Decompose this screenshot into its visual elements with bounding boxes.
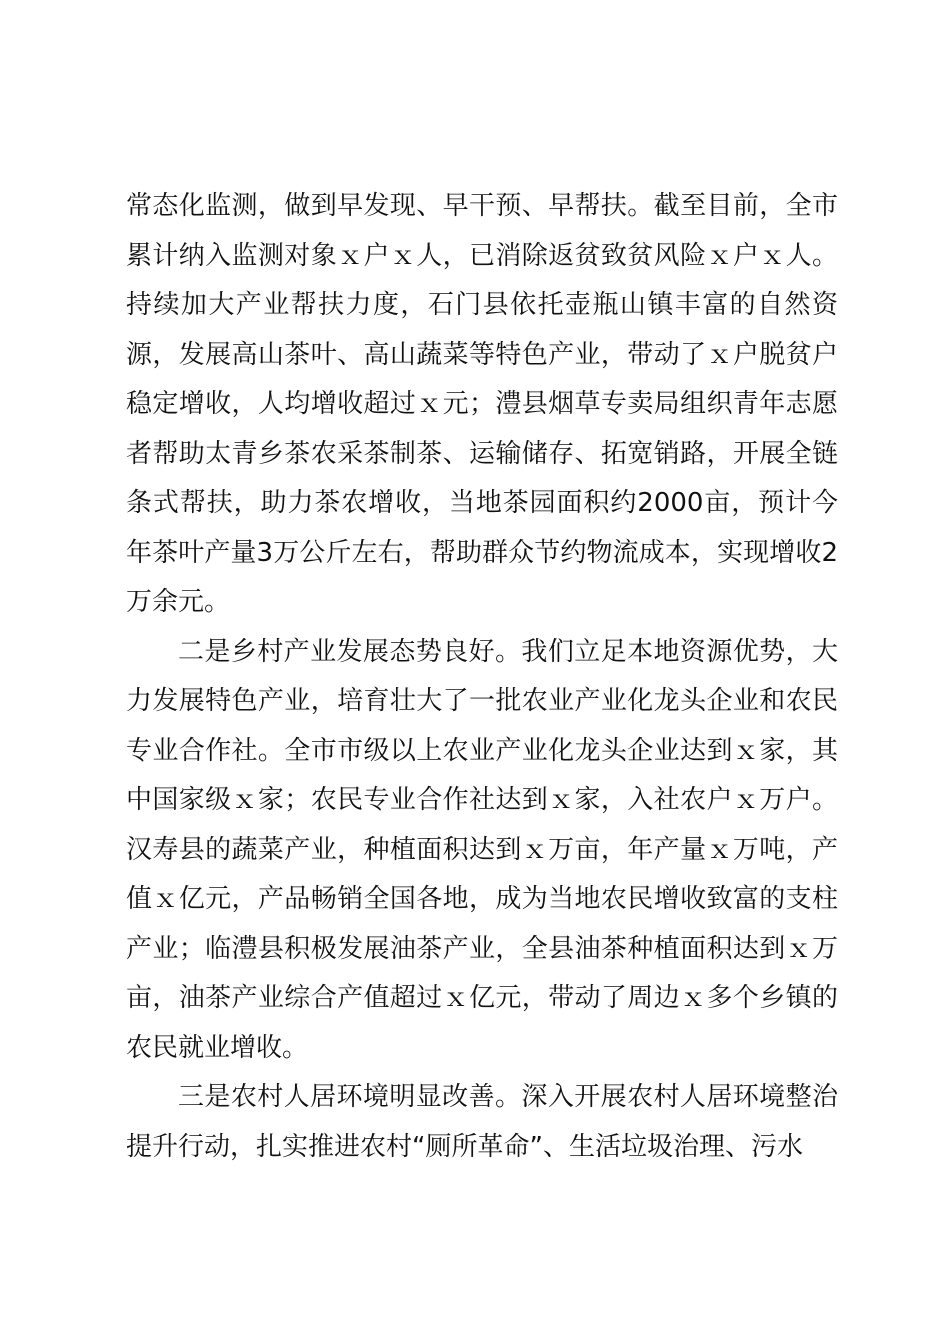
paragraph-monitoring-and-industry-support: 常态化监测，做到早发现、早干预、早帮扶。截至目前，全市累计纳入监测对象ｘ户ｘ人，已消除返贫致贫风险ｘ户ｘ人。持续加大产业帮扶力度，石门县依托壶瓶山镇丰富的自然资源，发展高山茶叶、高山蔬菜等特色产业，带动了ｘ户脱贫户稳定增收，人均增收超过ｘ元；澧县烟草专卖局组织青年志愿者帮助太青乡茶农采茶制茶、运输储存、拓宽销路，开展全链条式帮扶，助力茶农增收，当地茶园面积约2000亩，预计今年茶叶产量3万公斤左右，帮助群众节约物流成本，实现增收2万余元。 (126, 191, 838, 617)
document-body (126, 182, 838, 1172)
paragraph-rural-living-environment: 三是农村人居环境明显改善。深入开展农村人居环境整治提升行动，扎实推进农村“厕所革命”、生活垃圾治理、污水 (126, 1082, 838, 1162)
paragraph-rural-industry-development: 二是乡村产业发展态势良好。我们立足本地资源优势，大力发展特色产业，培育壮大了一批农业产业化龙头企业和农民专业合作社。全市市级以上农业产业化龙头企业达到ｘ家，其中国家级ｘ家；农民专业合作社达到ｘ家，入社农户ｘ万户。汉寿县的蔬菜产业，种植面积达到ｘ万亩，年产量ｘ万吨，产值ｘ亿元，产品畅销全国各地，成为当地农民增收致富的支柱产业；临澧县积极发展油茶产业，全县油茶种植面积达到ｘ万亩，油茶产业综合产值超过ｘ亿元，带动了周边ｘ多个乡镇的农民就业增收。 (126, 636, 838, 1063)
